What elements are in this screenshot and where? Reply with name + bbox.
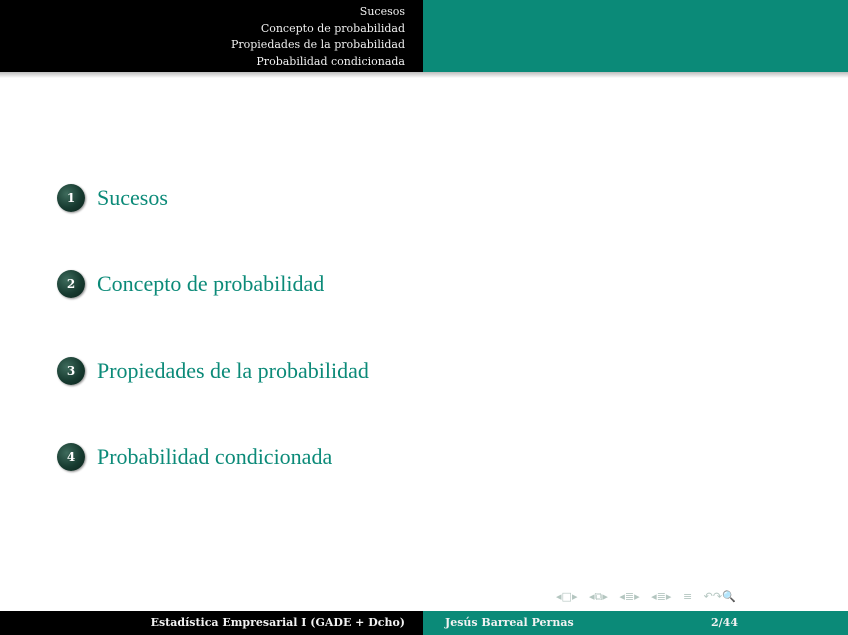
header-section-concepto[interactable]: Concepto de probabilidad [260, 21, 405, 35]
toc-bullet-1: 1 [57, 184, 85, 212]
footer-author: Jesús Barreal Pernas [445, 616, 574, 629]
section-nav-icon[interactable]: ◂≣▸ [619, 590, 640, 603]
toc-bullet-2: 2 [57, 270, 85, 298]
header-accent-panel [423, 0, 848, 72]
header-bar [0, 0, 848, 72]
toc-label-condicionada: Probabilidad condicionada [97, 444, 333, 469]
toc-item-sucesos[interactable] [57, 184, 168, 212]
footer-course-title: Estadística Empresarial I (GADE + Dcho) [0, 611, 423, 635]
toc-label-sucesos: Sucesos [97, 185, 168, 210]
search-icon[interactable]: ↶↷🔍 [703, 590, 736, 603]
subsection-nav-icon[interactable]: ◂⧉▸ [588, 590, 608, 603]
toc-item-condicionada[interactable] [57, 443, 332, 471]
align-icon[interactable]: ≡ [682, 590, 693, 603]
document-nav-icon[interactable]: ◂≣▸ [651, 590, 672, 603]
toc-label-concepto: Concepto de probabilidad [97, 271, 325, 296]
section-navigation [0, 0, 423, 72]
frame-nav-icon[interactable]: ◂□▸ [556, 590, 578, 603]
toc-bullet-4: 4 [57, 443, 85, 471]
footer-page-number: 2/44 [711, 616, 738, 629]
toc-bullet-3: 3 [57, 357, 85, 385]
beamer-navigation-symbols [556, 590, 841, 608]
footer-accent-panel [423, 611, 848, 635]
header-shadow [0, 72, 848, 78]
header-section-sucesos[interactable]: Sucesos [359, 5, 405, 18]
toc-item-concepto[interactable] [57, 270, 324, 298]
toc-label-propiedades: Propiedades de la probabilidad [97, 358, 369, 383]
footer-bar [0, 611, 848, 635]
toc-item-propiedades[interactable] [57, 357, 369, 385]
header-section-condicionada[interactable]: Probabilidad condicionada [256, 54, 405, 68]
header-section-propiedades[interactable]: Propiedades de la probabilidad [230, 38, 405, 51]
